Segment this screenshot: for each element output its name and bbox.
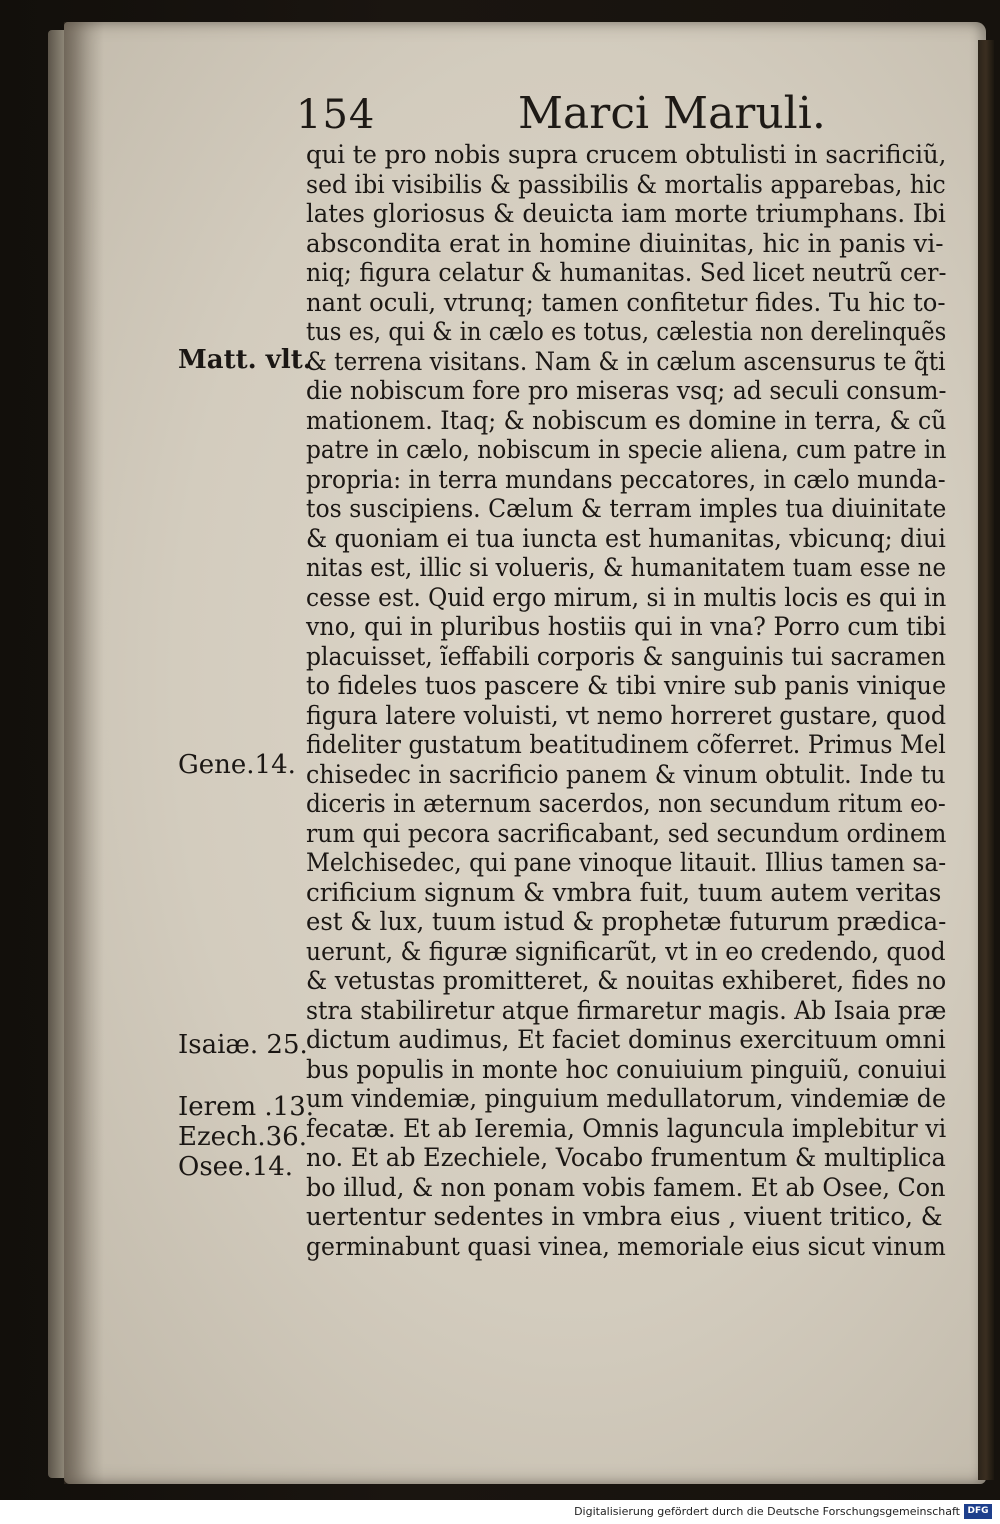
text-line: crificium signum & vmbra fuit, tuum autem veritas	[306, 877, 942, 907]
text-line: germinabunt quasi vinea, memoriale eius sicut vinum	[306, 1231, 946, 1261]
text-line: propria: in terra mundans peccatores, in cælo munda-	[306, 464, 946, 494]
binding-edge	[978, 40, 994, 1480]
text-line: nant oculi, vtrunq; tamen confitetur fides. Tu hic to-	[306, 287, 946, 317]
text-line: chisedec in sacrificio panem & vinum obtulit. Inde tu	[306, 759, 946, 789]
text-line: no. Et ab Ezechiele, Vocabo frumentum & multiplica	[306, 1143, 946, 1172]
text-line: bo illud, & non ponam vobis famem. Et ab Osee, Con	[306, 1172, 946, 1202]
text-line: uertentur sedentes in vmbra eius , viuent tritico, &	[306, 1202, 943, 1231]
text-line: diceris in æternum sacerdos, non secundum ritum eo-	[306, 789, 946, 818]
text-line: to fideles tuos pascere & tibi vnire sub panis vinique	[306, 671, 947, 700]
text-line: bus populis in monte hoc conuiuium pinguiũ, conuiui	[306, 1054, 947, 1084]
text-line: uerunt, & figuræ significarũt, vt in eo credendo, quod	[306, 936, 946, 966]
text-line: fideliter gustatum beatitudinem cõferret. Primus Mel	[306, 730, 946, 759]
text-line: & terrena visitans. Nam & in cælum ascensurus te q̃ti	[306, 346, 946, 376]
text-line: est & lux, tuum istud & prophetæ futurum prædica-	[306, 907, 947, 936]
text-line: lates gloriosus & deuicta iam morte triumphans. Ibi	[306, 199, 946, 228]
text-line: tus es, qui & in cælo es totus, cælestia non derelinquẽs	[306, 317, 947, 346]
footer-credit: Digitalisierung gefördert durch die Deutsche Forschungsgemeinschaft	[574, 1505, 960, 1518]
text-line: & quoniam ei tua iuncta est humanitas, vbicunq; diui	[306, 523, 946, 553]
text-line: niq; figura celatur & humanitas. Sed licet neutrũ cer-	[306, 258, 947, 287]
text-line: vno, qui in pluribus hostiis qui in vna? Porro cum tibi	[306, 612, 947, 641]
text-line: dictum audimus, Et faciet dominus exercituum omni	[306, 1025, 946, 1054]
text-line: figura latere voluisti, vt nemo horreret gustare, quod	[306, 700, 947, 730]
margin-note: Isaiæ. 25.	[178, 1030, 308, 1060]
running-head	[296, 88, 946, 140]
text-line: sed ibi visibilis & passibilis & mortalis apparebas, hic	[306, 169, 946, 199]
footer-bar	[0, 1500, 1000, 1524]
margin-note: Osee.14.	[178, 1152, 294, 1182]
page-number: 154	[296, 92, 376, 138]
text-line: die nobiscum fore pro miseras vsq; ad seculi consum-	[306, 376, 947, 405]
spine-shadow	[64, 22, 104, 1484]
text-line: & vetustas promitteret, & nouitas exhiberet, fides no	[306, 966, 947, 995]
text-line: qui te pro nobis supra crucem obtulisti in sacrificiũ,	[306, 140, 947, 169]
text-line: um vindemiæ, pinguium medullatorum, vindemiæ de	[306, 1084, 947, 1113]
text-line: placuisset, ĩeffabili corporis & sanguinis tui sacramen	[306, 641, 946, 671]
running-title: Marci Maruli.	[518, 88, 826, 139]
text-line: abscondita erat in homine diuinitas, hic in panis vi-	[306, 228, 944, 258]
text-line: stra stabiliretur atque firmaretur magis. Ab Isaia præ	[306, 995, 947, 1025]
text-line: nitas est, illic si volueris, & humanitatem tuam esse ne	[306, 553, 947, 582]
text-line: rum qui pecora sacrificabant, sed secundum ordinem	[306, 818, 947, 848]
margin-note: Ierem .13.	[178, 1092, 315, 1122]
text-line: mationem. Itaq; & nobiscum es domine in terra, & cũ	[306, 405, 947, 435]
text-line: fecatæ. Et ab Ieremia, Omnis laguncula implebitur vi	[306, 1113, 947, 1143]
margin-note: Ezech.36.	[178, 1122, 307, 1152]
margin-note: Matt. vlt.	[178, 345, 312, 375]
text-line: patre in cælo, nobiscum in specie aliena, cum patre in	[306, 435, 947, 464]
dfg-logo: DFG	[964, 1504, 992, 1519]
text-line: tos suscipiens. Cælum & terram imples tua diuinitate	[306, 494, 947, 523]
margin-note: Gene.14.	[178, 750, 296, 780]
text-line: Melchisedec, qui pane vinoque litauit. Illius tamen sa-	[306, 848, 947, 877]
text-line: cesse est. Quid ergo mirum, si in multis locis es qui in	[306, 582, 947, 612]
body-text	[306, 140, 958, 1261]
